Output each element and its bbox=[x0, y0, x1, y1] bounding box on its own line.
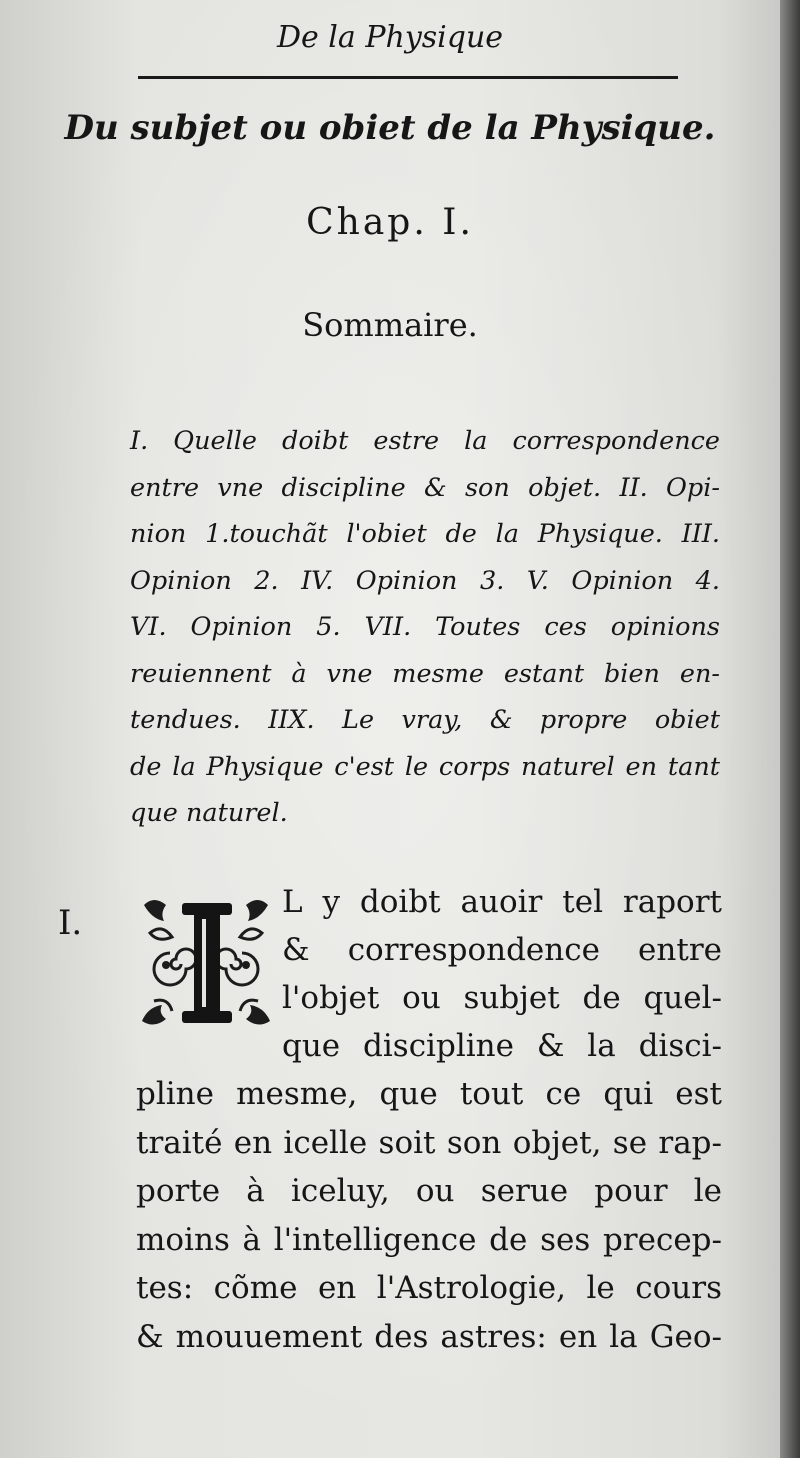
summary-line: reuiennent à vne mesme estant bien en- bbox=[130, 658, 720, 689]
chapter-heading: Chap. I. bbox=[306, 202, 474, 243]
running-head: De la Physique bbox=[276, 20, 504, 55]
body-line: tes: cõme en l'Astrologie, le cours bbox=[136, 1270, 722, 1306]
body-text-beside-initial bbox=[282, 878, 722, 1070]
summary-line: I. Quelle doibt estre la correspondence bbox=[130, 426, 720, 456]
margin-paragraph-number: I. bbox=[58, 903, 83, 943]
body-line: que discipline & la disci- bbox=[282, 1028, 722, 1064]
body-line: & mouuement des astres: en la Geo- bbox=[136, 1318, 722, 1355]
header-rule bbox=[138, 76, 678, 79]
section-title: Du subjet ou obiet de la Physique. bbox=[64, 108, 716, 148]
page-edge bbox=[780, 0, 800, 1458]
summary-line: VI. Opinion 5. VII. Toutes ces opinions bbox=[130, 612, 720, 642]
body-line: traité en icelle soit son objet, se rap- bbox=[136, 1124, 722, 1161]
summary-line: de la Physique c'est le corps naturel en tant bbox=[130, 751, 720, 782]
body-line: porte à iceluy, ou serue pour le bbox=[136, 1173, 722, 1209]
summary-line: nion 1.touchãt l'obiet de la Physique. III. bbox=[130, 519, 720, 549]
summary-line: entre vne discipline & son objet. II. Opi- bbox=[130, 472, 720, 503]
body-text bbox=[136, 1070, 722, 1361]
decorated-initial-icon bbox=[136, 893, 276, 1031]
sommaire-heading: Sommaire. bbox=[302, 306, 478, 344]
body-line: L y doibt auoir tel raport bbox=[282, 884, 722, 920]
summary-line: tendues. IIX. Le vray, & propre obiet bbox=[130, 705, 720, 735]
summary-block bbox=[130, 418, 720, 837]
body-line: moins à l'intelligence de ses precep- bbox=[136, 1221, 722, 1258]
summary-line: Opinion 2. IV. Opinion 3. V. Opinion 4. bbox=[130, 565, 720, 596]
body-line: l'objet ou subjet de quel- bbox=[282, 980, 722, 1016]
summary-line: que naturel. bbox=[130, 798, 288, 828]
body-line: pline mesme, que tout ce qui est bbox=[136, 1076, 722, 1112]
body-line: & correspondence entre bbox=[282, 932, 722, 968]
